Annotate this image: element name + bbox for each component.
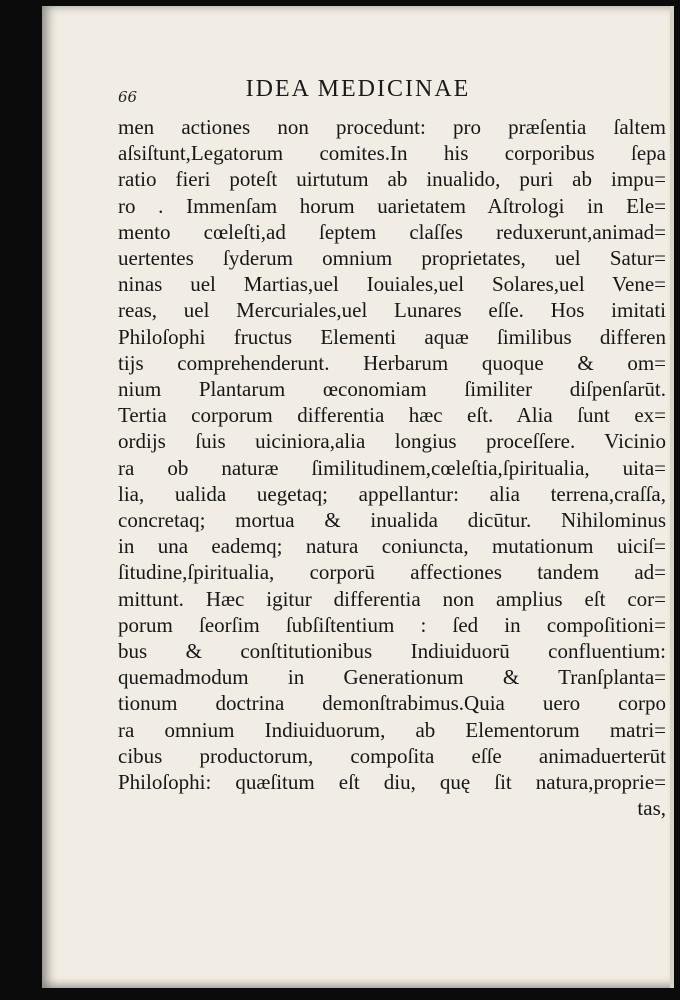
text-line: men actiones non procedunt: pro præſentia ſaltem: [118, 115, 666, 139]
text-line: tijs comprehenderunt. Herbarum quoque & om=: [118, 350, 666, 375]
page-header: [118, 76, 598, 110]
text-line: Philoſophi fructus Elementi aquæ ſimilibus differen: [118, 324, 666, 349]
text-line: nium Plantarum œconomiam ſimiliter diſpenſarūt.: [118, 377, 666, 402]
text-line: ra ob naturæ ſimilitudinem,cœleſtia,ſpiritualia, uita=: [118, 455, 666, 480]
body-text: [118, 114, 666, 821]
running-title: IDEA MEDICINAE: [245, 76, 471, 102]
text-line: ordijs ſuis uiciniora,alia longius proceſſere. Vicinio: [118, 429, 666, 454]
text-line: reas, uel Mercuriales,uel Lunares eſſe. Hos imitati: [118, 298, 666, 323]
book-page: [42, 6, 674, 988]
text-line: bus & conſtitutionibus Indiuiduorū confluentium:: [118, 639, 666, 664]
text-line: ninas uel Martias,uel Iouiales,uel Solares,uel Vene=: [118, 272, 666, 297]
text-line: in una eademq; natura coniuncta, mutationum uiciſ=: [118, 534, 666, 559]
text-line: mento cœleſti,ad ſeptem claſſes reduxerunt,animad=: [118, 219, 666, 244]
page-edge: [670, 6, 674, 988]
text-line: Tertia corporum differentia hæc eſt. Alia ſunt ex=: [118, 403, 666, 428]
text-line: aſsiſtunt,Legatorum comites.In his corporibus ſepa: [118, 141, 666, 166]
text-line: ra omnium Indiuiduorum, ab Elementorum matri=: [118, 717, 666, 742]
text-line: ſitudine,ſpiritualia, corporū affectiones tandem ad=: [118, 560, 666, 585]
text-line: lia, ualida uegetaq; appellantur: alia terrena,craſſa,: [118, 481, 666, 506]
page-number: 66: [118, 88, 138, 106]
text-line: porum ſeorſim ſubſiſtentium : ſed in compoſitioni=: [118, 612, 666, 637]
text-line: concretaq; mortua & inualida dicūtur. Nihilominus: [118, 508, 666, 533]
text-line: mittunt. Hæc igitur differentia non amplius eſt cor=: [118, 586, 666, 611]
text-line: cibus productorum, compoſita eſſe animaduerterūt: [118, 743, 666, 768]
text-line: quemadmodum in Generationum & Tranſplanta=: [118, 665, 666, 690]
text-line: Philoſophi: quæſitum eſt diu, quę ſit natura,proprie=: [118, 770, 666, 795]
text-line-catchword: tas,: [637, 796, 666, 821]
text-line: ratio fieri poteſt uirtutum ab inualido, puri ab impu=: [118, 167, 666, 192]
text-line: uertentes ſyderum omnium proprietates, uel Satur=: [118, 246, 666, 271]
text-line: tionum doctrina demonſtrabimus.Quia uero corpo: [118, 691, 666, 716]
text-line: ro . Immenſam horum uarietatem Aſtrologi in Ele=: [118, 193, 666, 218]
